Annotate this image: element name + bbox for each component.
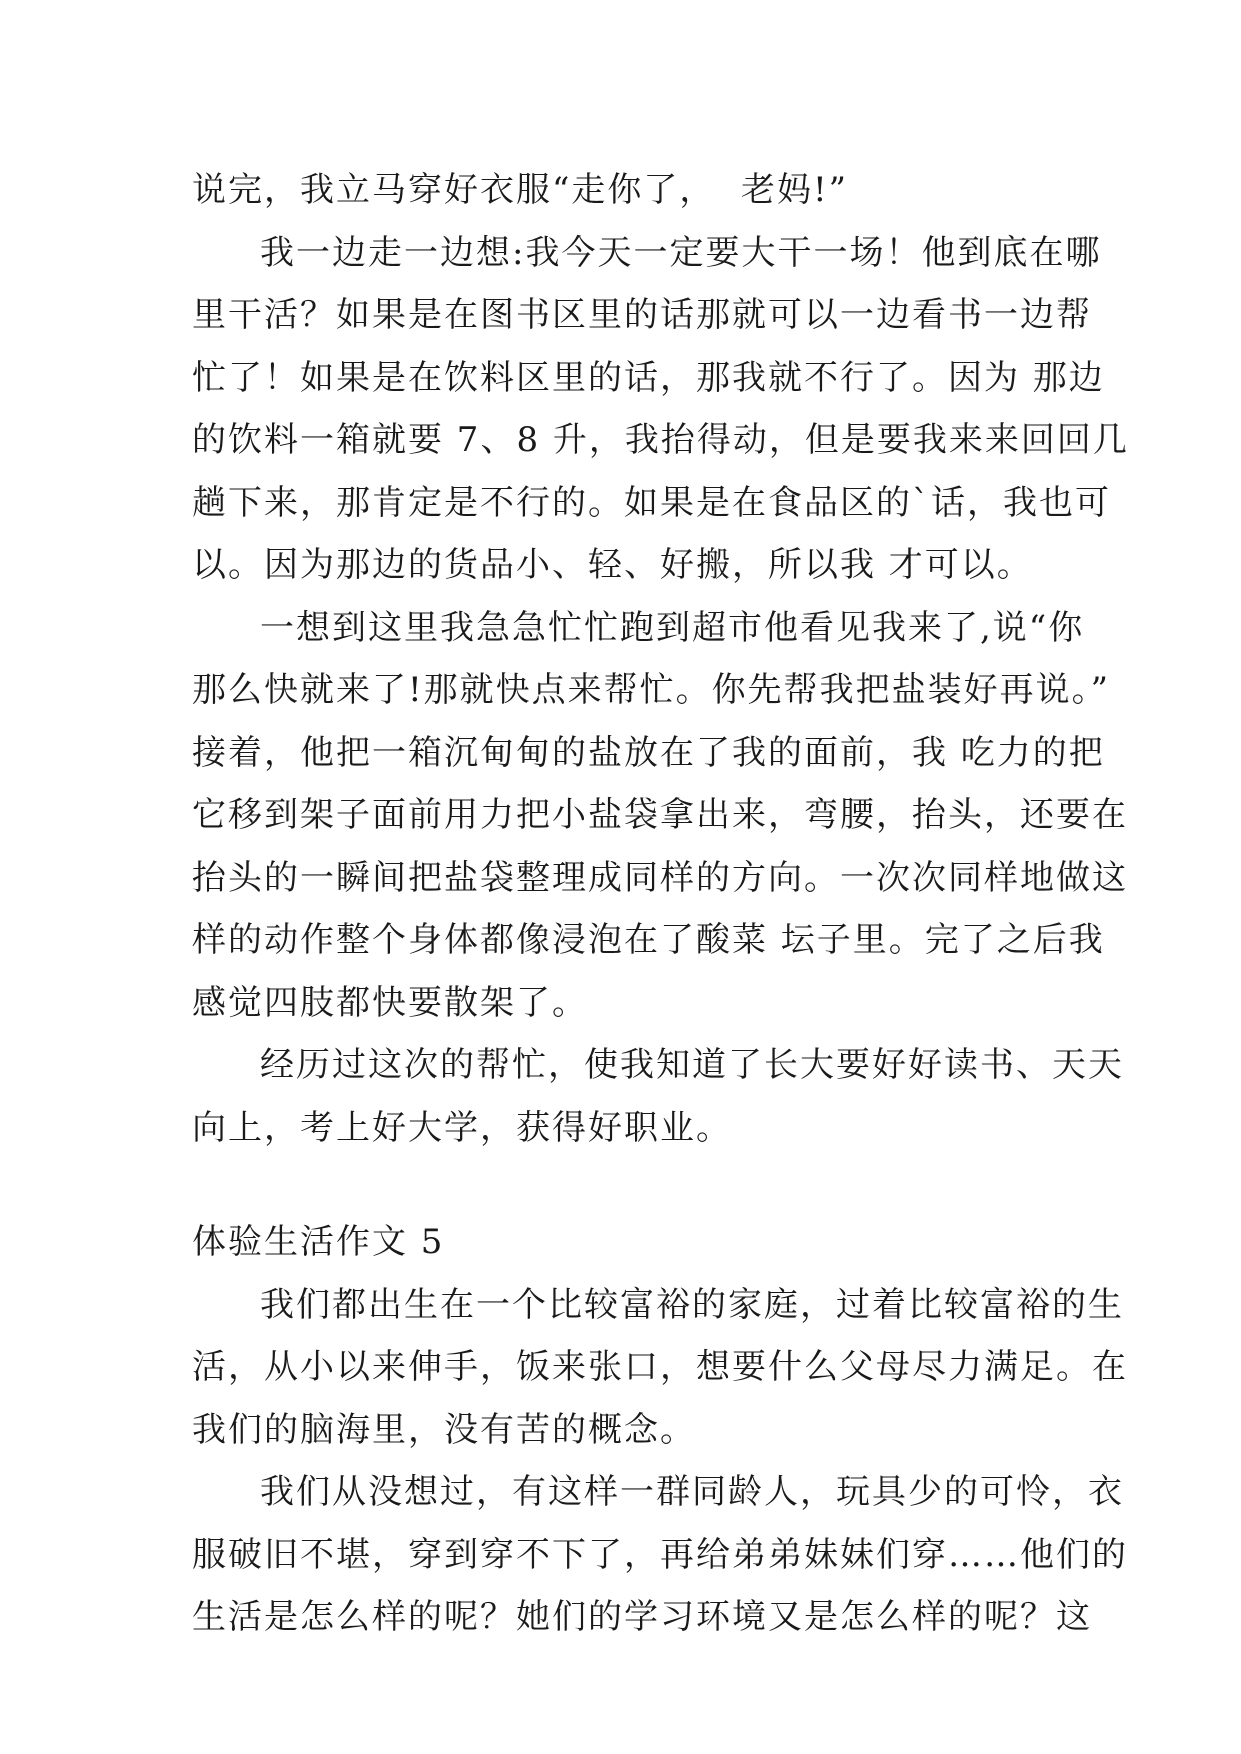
paragraph-4 (192, 1274, 1128, 1462)
paragraph-2 (192, 597, 1128, 1035)
paragraph-line: 我们都出生在一个比较富裕的家庭，过着比较富裕的生 (260, 1284, 1124, 1325)
paragraph-line: 那么快就来了!那就快点来帮忙。你先帮我把盐装好再说。” (192, 670, 1111, 710)
paragraph-line: 里干活？如果是在图书区里的话那就可以一边看书一边帮 (192, 295, 1092, 335)
paragraph-line: 活，从小以来伸手，饭来张口，想要什么父母尽力满足。在 (192, 1347, 1128, 1387)
paragraph-3 (192, 1034, 1124, 1159)
paragraph-line: 服破旧不堪，穿到穿不下了，再给弟弟妹妹们穿……他们的 (192, 1534, 1128, 1575)
paragraph-line: 趟下来，那肯定是不行的。如果是在食品区的`话，我也可 (192, 482, 1111, 523)
paragraph-line: 样的动作整个身体都像浸泡在了酸菜 坛子里。完了之后我 (192, 920, 1105, 960)
paragraph-line: 抬头的一瞬间把盐袋整理成同样的方向。一次次同样地做这 (192, 857, 1128, 898)
section-heading: 体验生活作文 5 (192, 1222, 445, 1262)
document-body (192, 159, 1129, 1649)
paragraph-line: 一想到这里我急急忙忙跑到超市他看见我来了,说“你 (260, 607, 1085, 648)
paragraph-5 (192, 1461, 1128, 1649)
paragraph-line: 生活是怎么样的呢？她们的学习环境又是怎么样的呢？这 (192, 1597, 1092, 1637)
paragraph-line: 忙了！如果是在饮料区里的话，那我就不行了。因为 那边 (192, 357, 1105, 398)
paragraph-line: 感觉四肢都快要散架了。 (192, 982, 588, 1023)
paragraph-line: 我们从没想过，有这样一群同龄人，玩具少的可怜，衣 (260, 1472, 1124, 1512)
paragraph-line: 经历过这次的帮忙，使我知道了长大要好好读书、天天 (260, 1045, 1124, 1085)
section-spacer (192, 1159, 1048, 1211)
paragraph-line: 接着，他把一箱沉甸甸的盐放在了我的面前，我 吃力的把 (192, 732, 1105, 773)
paragraph-line: 向上，考上好大学，获得好职业。 (192, 1107, 732, 1148)
paragraph-line: 我们的脑海里，没有苦的概念。 (192, 1409, 696, 1450)
intro-line: 说完，我立马穿好衣服“走你了， 老妈!” (192, 170, 849, 210)
paragraph-line: 以。因为那边的货品小、轻、好搬，所以我 才可以。 (192, 545, 1033, 585)
paragraph-line: 我一边走一边想:我今天一定要大干一场！他到底在哪 (260, 232, 1102, 273)
paragraph-1 (192, 222, 1129, 597)
paragraph-line: 的饮料一箱就要 7、8 升，我抬得动，但是要我来来回回几 (192, 420, 1129, 460)
paragraph-line: 它移到架子面前用力把小盐袋拿出来，弯腰，抬头，还要在 (192, 795, 1128, 835)
